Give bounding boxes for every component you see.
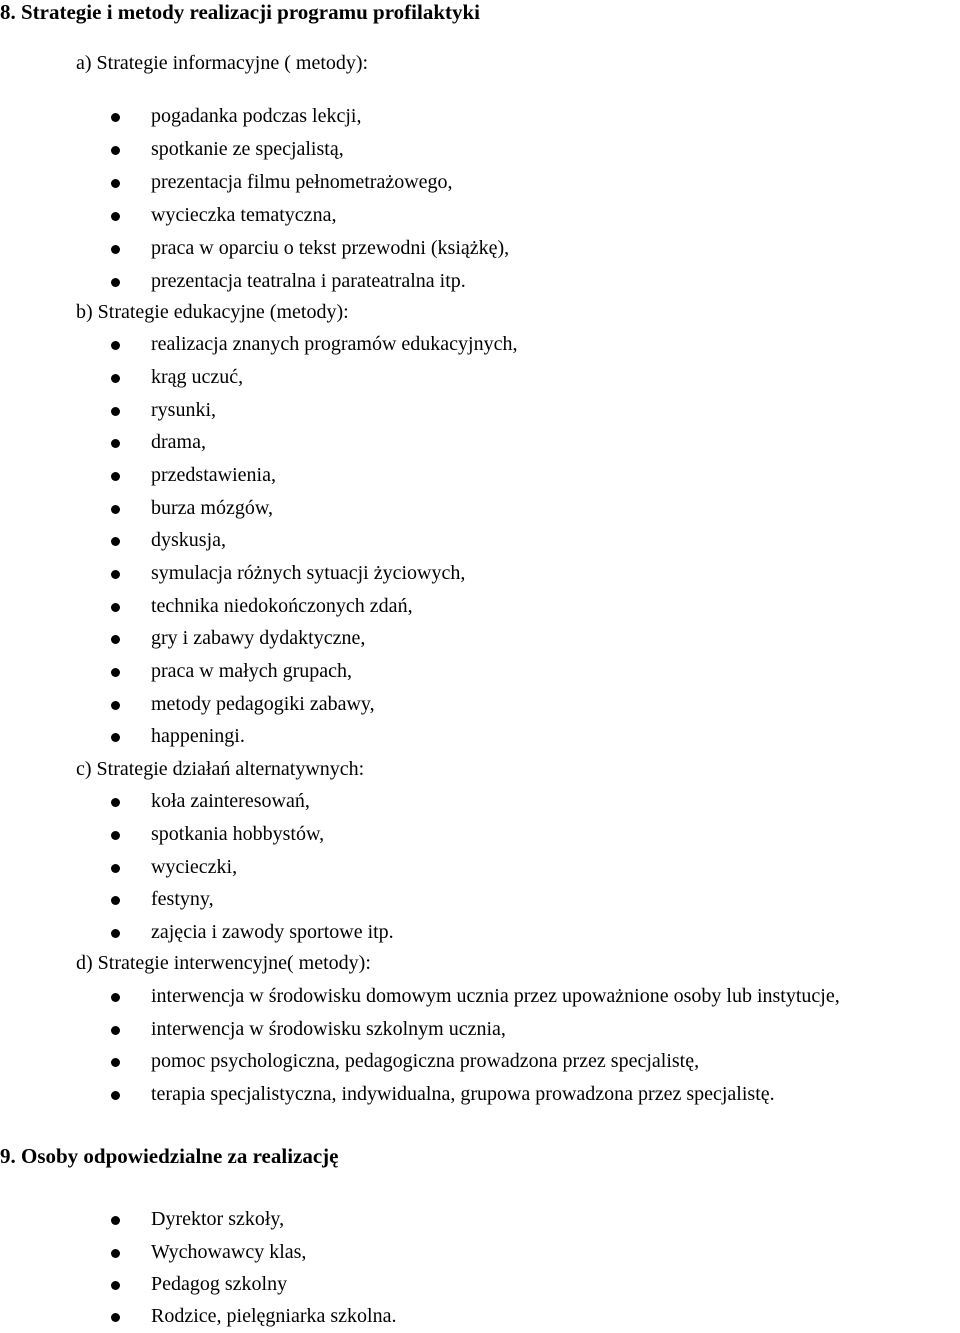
list-item: pomoc psychologiczna, pedagogiczna prowadzona przez specjalistę, [0, 1045, 960, 1078]
list-item: terapia specjalistyczna, indywidualna, grupowa prowadzona przez specjalistę. [0, 1078, 960, 1111]
list-item: gry i zabawy dydaktyczne, [0, 622, 960, 655]
bullet-icon [111, 701, 120, 710]
list-item: praca w małych grupach, [0, 655, 960, 688]
list-item: interwencja w środowisku domowym ucznia przez upoważnione osoby lub instytucje, [0, 980, 960, 1013]
list-item: pogadanka podczas lekcji, [0, 100, 960, 133]
list-item: koła zainteresowań, [0, 785, 960, 818]
bullet-icon [111, 212, 120, 221]
bullet-icon [111, 1091, 120, 1100]
list-item: Rodzice, pielęgniarka szkolna. [0, 1300, 960, 1333]
bullet-icon [111, 1313, 120, 1322]
bullet-icon [111, 798, 120, 807]
bullet-icon [111, 668, 120, 677]
bullet-icon [111, 1026, 120, 1035]
bullet-icon [111, 407, 120, 416]
bullet-icon [111, 733, 120, 742]
bullet-icon [111, 635, 120, 644]
list-item: drama, [0, 426, 960, 459]
bullet-icon [111, 374, 120, 383]
list-item: wycieczki, [0, 851, 960, 884]
list-item: Pedagog szkolny [0, 1268, 960, 1301]
list-item: prezentacja filmu pełnometrażowego, [0, 166, 960, 199]
bullet-icon [111, 603, 120, 612]
bullet-icon [111, 929, 120, 938]
bullet-icon [111, 278, 120, 287]
bullet-icon [111, 570, 120, 579]
list-item: spotkania hobbystów, [0, 818, 960, 851]
list-item: Dyrektor szkoły, [0, 1203, 960, 1236]
section-8-heading: 8. Strategie i metody realizacji programu profilaktyki [0, 0, 481, 24]
list-item: symulacja różnych sytuacji życiowych, [0, 557, 960, 590]
list-item: interwencja w środowisku szkolnym ucznia, [0, 1013, 960, 1046]
bullet-icon [111, 831, 120, 840]
group-a-label: a) Strategie informacyjne ( metody): [76, 52, 369, 74]
bullet-icon [111, 993, 120, 1002]
bullet-icon [111, 113, 120, 122]
group-d-label: d) Strategie interwencyjne( metody): [76, 952, 371, 974]
bullet-icon [111, 505, 120, 514]
bullet-icon [111, 439, 120, 448]
list-item: dyskusja, [0, 524, 960, 557]
bullet-icon [111, 146, 120, 155]
bullet-icon [111, 179, 120, 188]
bullet-icon [111, 341, 120, 350]
bullet-icon [111, 1216, 120, 1225]
group-c-label: c) Strategie działań alternatywnych: [76, 758, 365, 780]
bullet-icon [111, 896, 120, 905]
bullet-icon [111, 1281, 120, 1290]
list-item: burza mózgów, [0, 492, 960, 525]
bullet-icon [111, 1058, 120, 1067]
group-b-label: b) Strategie edukacyjne (metody): [76, 301, 349, 323]
list-item: happeningi. [0, 720, 960, 753]
list-item: rysunki, [0, 394, 960, 427]
bullet-icon [111, 864, 120, 873]
bullet-icon [111, 245, 120, 254]
list-item: Wychowawcy klas, [0, 1236, 960, 1269]
list-item: technika niedokończonych zdań, [0, 590, 960, 623]
list-item: realizacja znanych programów edukacyjnych, [0, 328, 960, 361]
section-9-heading: 9. Osoby odpowiedzialne za realizację [0, 1144, 339, 1168]
list-item: prezentacja teatralna i parateatralna itp. [0, 265, 960, 298]
list-item: wycieczka tematyczna, [0, 199, 960, 232]
list-item: przedstawienia, [0, 459, 960, 492]
list-item: metody pedagogiki zabawy, [0, 688, 960, 721]
list-item: praca w oparciu o tekst przewodni (książkę), [0, 232, 960, 265]
list-item: zajęcia i zawody sportowe itp. [0, 916, 960, 949]
list-item: spotkanie ze specjalistą, [0, 133, 960, 166]
bullet-icon [111, 537, 120, 546]
list-item: krąg uczuć, [0, 361, 960, 394]
bullet-icon [111, 1249, 120, 1258]
list-item: festyny, [0, 883, 960, 916]
bullet-icon [111, 472, 120, 481]
